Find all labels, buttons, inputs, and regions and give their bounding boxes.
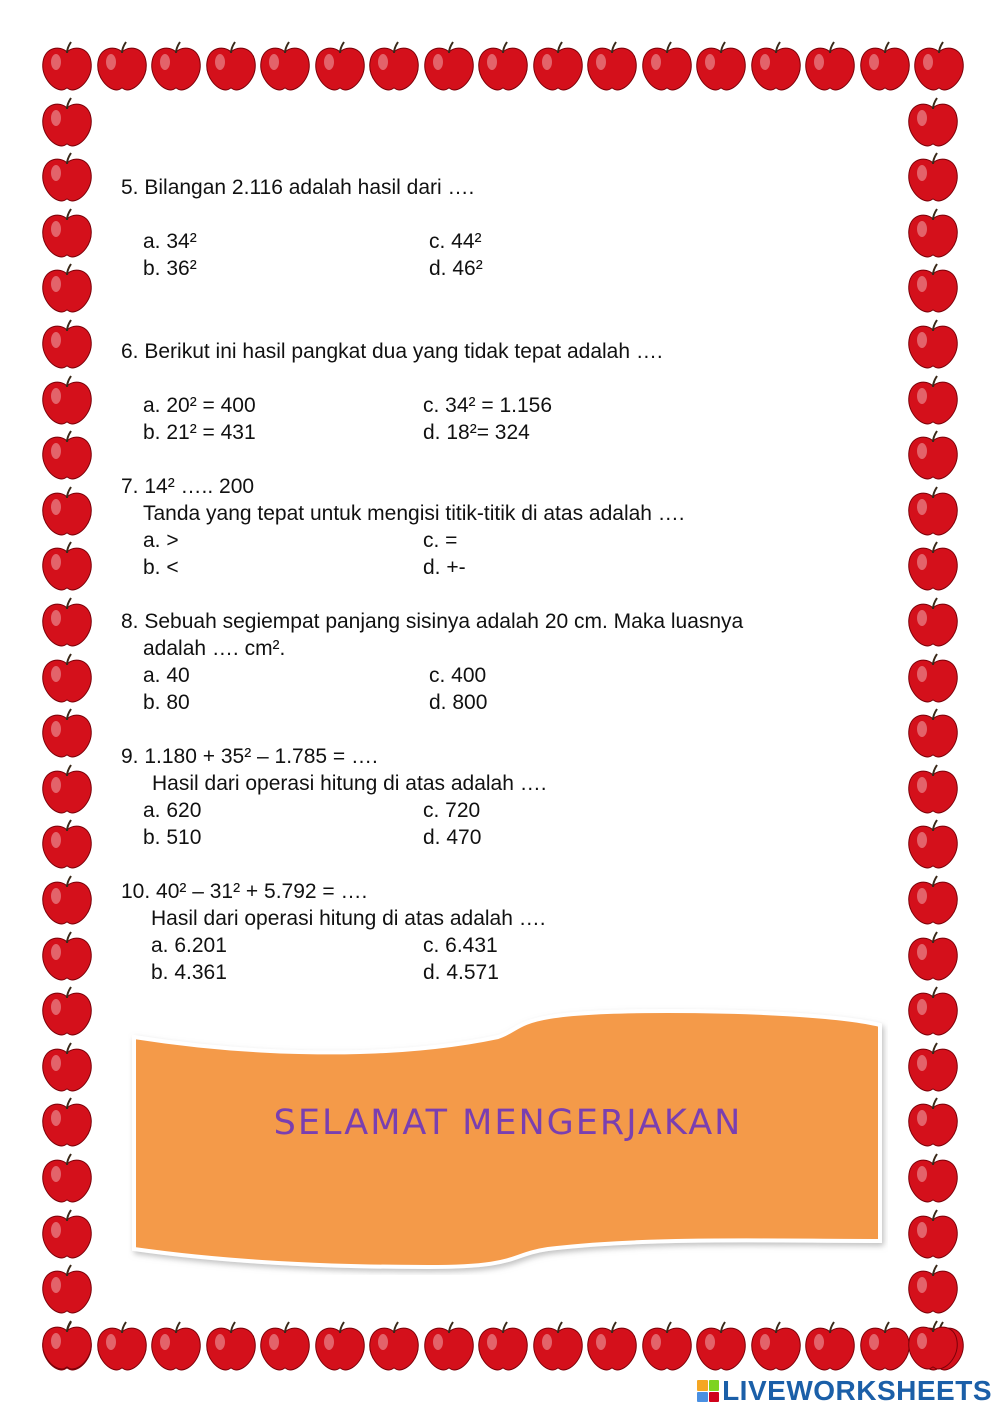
question-number: 6. [121,340,139,363]
apple-icon [40,151,94,205]
option-a: a. 40 [143,664,190,687]
apple-icon [40,1152,94,1206]
apple-icon [906,930,960,984]
option-b: b. 36² [143,257,197,280]
apple-icon [40,985,94,1039]
apple-icon [367,1320,421,1374]
apple-icon [858,40,912,94]
option-c: c. 44² [429,230,482,253]
apple-icon [40,262,94,316]
option-a: a. 6.201 [151,934,227,957]
apple-icon [906,374,960,428]
apple-icon [476,40,530,94]
apple-icon [694,1320,748,1374]
apple-icon [803,1320,857,1374]
apple-icon [204,1320,258,1374]
apple-icon [40,1263,94,1317]
apple-icon [858,1320,912,1374]
liveworksheets-brand: LIVEWORKSHEETS [722,1375,992,1406]
option-a: a. 20² = 400 [143,394,256,417]
question-text: Bilangan 2.116 adalah hasil dari …. [144,176,475,199]
question-subtext: Hasil dari operasi hitung di atas adalah …. [151,907,546,930]
question-subtext: Tanda yang tepat untuk mengisi titik-titik di atas adalah …. [143,502,685,525]
apple-icon [149,40,203,94]
option-b: b. 4.361 [151,961,227,984]
option-c: c. 400 [429,664,487,687]
option-c: c. 6.431 [423,934,498,957]
apple-icon [149,1320,203,1374]
option-b: b. 510 [143,826,202,849]
option-d: d. 470 [423,826,482,849]
question-number: 7. [121,475,139,498]
apple-icon [906,874,960,928]
apple-icon [476,1320,530,1374]
option-c: c. 720 [423,799,481,822]
option-a: a. 34² [143,230,197,253]
apple-icon [906,1208,960,1262]
options [121,228,483,282]
question-number: 10. [121,880,151,903]
apple-icon [906,1263,960,1317]
apple-icon [40,40,94,94]
question-7 [121,473,685,581]
apple-icon [906,1319,960,1373]
question-number: 9. [121,745,139,768]
question-text: Berikut ini hasil pangkat dua yang tidak tepat adalah …. [144,340,663,363]
options [121,392,663,446]
option-b: b. 21² = 431 [143,421,256,444]
apple-icon [912,40,966,94]
apple-icon [803,40,857,94]
apple-icon [40,540,94,594]
apple-icon [906,540,960,594]
apple-icon [40,318,94,372]
question-text: Sebuah segiempat panjang sisinya adalah 20 cm. Maka luasnya [144,610,744,633]
apple-icon [906,485,960,539]
apple-icon [906,1096,960,1150]
liveworksheets-icon [697,1380,719,1402]
apple-icon [906,818,960,872]
question-number: 5. [121,176,139,199]
apple-icon [906,652,960,706]
apple-icon [422,40,476,94]
apple-icon [906,985,960,1039]
apple-icon [585,40,639,94]
apple-icon [40,207,94,261]
question-text: 1.180 + 35² – 1.785 = …. [144,745,378,768]
apple-icon [40,96,94,150]
apple-icon [906,763,960,817]
question-subtext: Hasil dari operasi hitung di atas adalah …. [152,772,547,795]
question-text: 14² ….. 200 [144,475,255,498]
apple-icon [749,1320,803,1374]
options [121,797,547,851]
banner-text: SELAMAT MENGERJAKAN [273,1103,743,1143]
apple-icon [694,40,748,94]
apple-icon [258,40,312,94]
apple-icon [40,596,94,650]
option-d: d. 46² [429,257,483,280]
apple-icon [40,707,94,761]
question-subtext: adalah …. cm². [143,637,286,660]
apple-icon [367,40,421,94]
apple-icon [906,1152,960,1206]
apple-icon [906,207,960,261]
apple-icon [40,1041,94,1095]
apple-icon [95,40,149,94]
apple-icon [906,151,960,205]
apple-icon [258,1320,312,1374]
option-d: d. 800 [429,691,488,714]
option-a: a. > [143,529,179,552]
apple-icon [906,429,960,483]
question-6 [121,338,663,446]
apple-icon [313,40,367,94]
option-a: a. 620 [143,799,202,822]
apple-icon [40,930,94,984]
apple-icon [40,874,94,928]
apple-icon [422,1320,476,1374]
apple-icon [40,1096,94,1150]
option-d: d. 18²= 324 [423,421,530,444]
liveworksheets-logo[interactable] [697,1375,992,1407]
apple-icon [204,40,258,94]
apple-icon [906,262,960,316]
question-number: 8. [121,610,139,633]
apple-icon [40,1208,94,1262]
apple-icon [40,485,94,539]
apple-icon [749,40,803,94]
option-b: b. < [143,556,179,579]
apple-icon [40,818,94,872]
apple-icon [585,1320,639,1374]
apple-icon [313,1320,367,1374]
apple-icon [640,1320,694,1374]
options [121,662,743,716]
option-c: c. = [423,529,458,552]
apple-icon [40,374,94,428]
apple-icon [40,652,94,706]
apple-icon [531,1320,585,1374]
option-d: d. +- [423,556,466,579]
apple-icon [906,707,960,761]
option-b: b. 80 [143,691,190,714]
apple-icon [906,318,960,372]
apple-icon [906,596,960,650]
question-8 [121,608,743,716]
apple-icon [40,1319,94,1373]
option-c: c. 34² = 1.156 [423,394,553,417]
question-10 [121,878,546,986]
apple-icon [40,429,94,483]
apple-icon [906,1041,960,1095]
apple-icon [906,96,960,150]
options [121,527,685,581]
apple-icon [95,1320,149,1374]
question-9 [121,743,547,851]
options [121,932,546,986]
option-d: d. 4.571 [423,961,499,984]
apple-icon [40,763,94,817]
apple-icon [640,40,694,94]
question-text: 40² – 31² + 5.792 = …. [156,880,368,903]
question-5 [121,174,483,282]
apple-icon [531,40,585,94]
